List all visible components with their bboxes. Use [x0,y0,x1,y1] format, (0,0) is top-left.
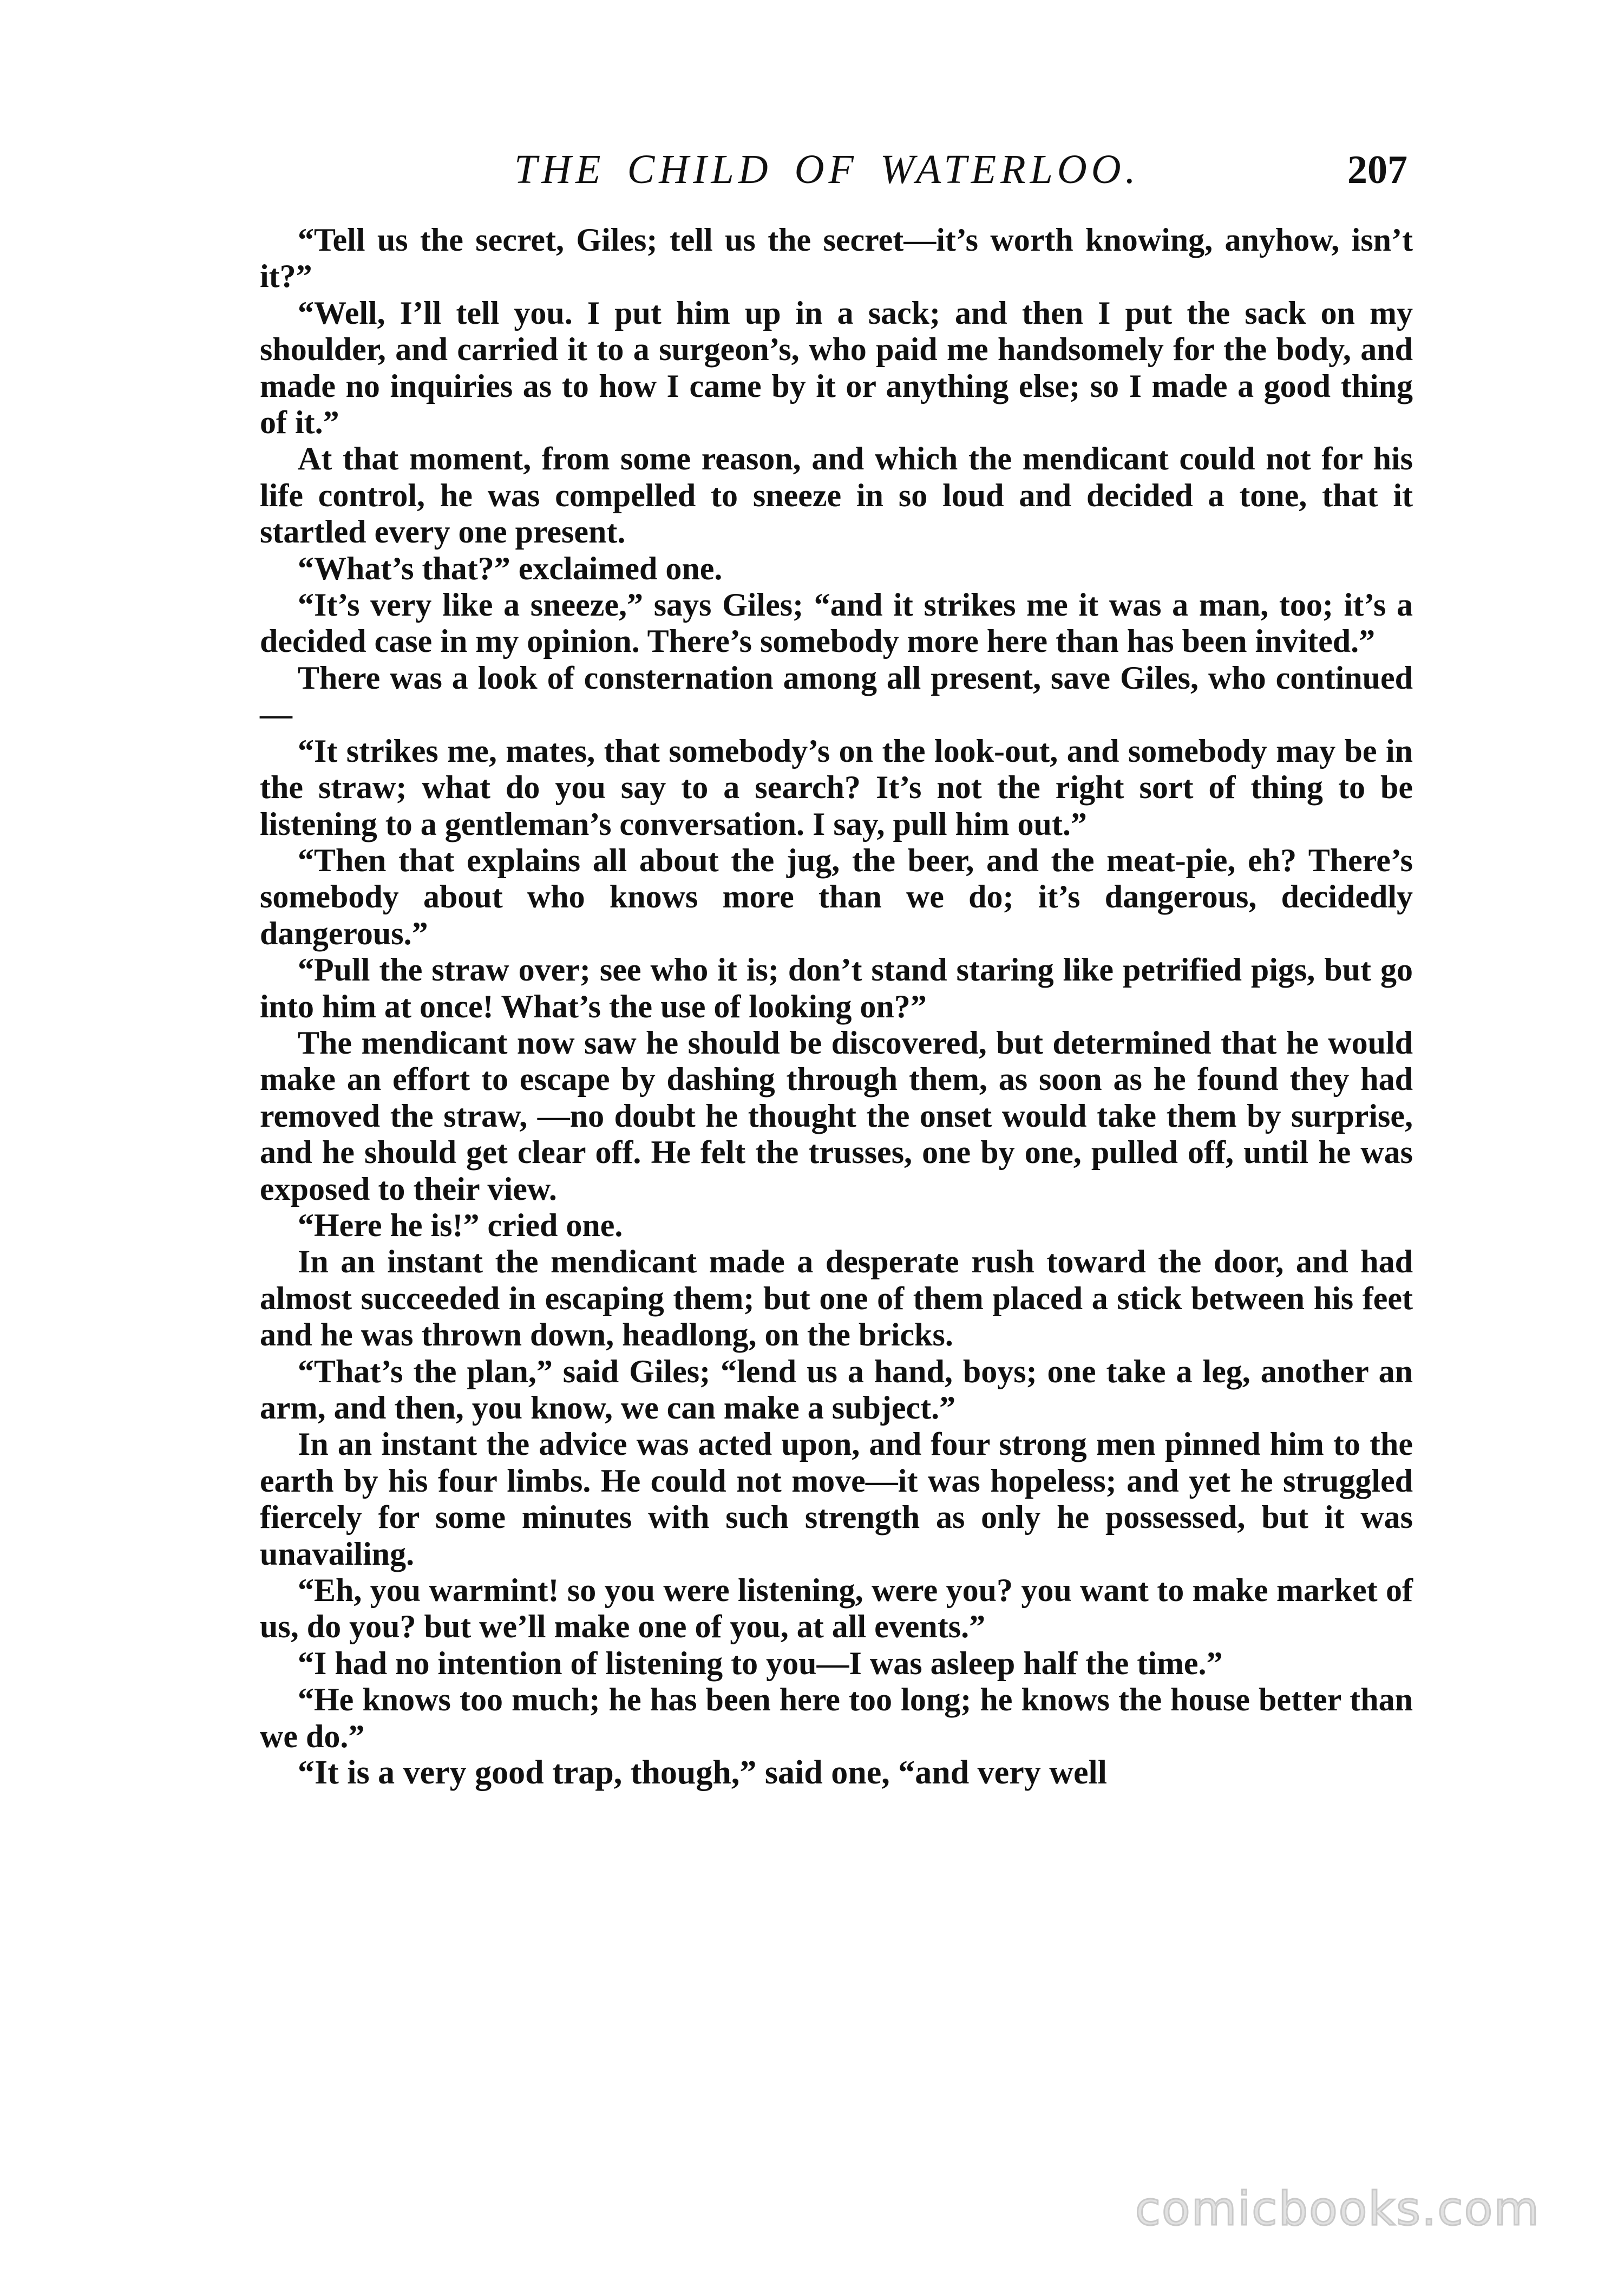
paragraph: There was a look of consternation among all present, save Giles, who continued— [260,659,1413,733]
paragraph: “I had no intention of listening to you—I was asleep half the time.” [298,1645,1223,1681]
paragraph: The mendicant now saw he should be discovered, but determined that he would make an effort to escape by dashing through them, as soon as he found they had removed the straw, —no doubt he thought the onset would take them by surprise, and he should get clear off. He felt the trusses, one by one, pulled off, until he was exposed to their view. [260,1024,1413,1207]
paragraph: “Tell us the secret, Giles; tell us the secret—it’s worth knowing, anyhow, isn’t it?” [260,222,1413,295]
paragraph: “Pull the straw over; see who it is; don’t stand staring like petrified pigs, but go into him at once! What’s the use of looking on?” [260,952,1413,1024]
paragraph: “It’s very like a sneeze,” says Giles; “and it strikes me it was a man, too; it’s a decided case in my opinion. There’s somebody more here than has been invited.” [260,587,1413,659]
paragraph: “Here he is!” cried one. [298,1207,623,1243]
paragraph: “That’s the plan,” said Giles; “lend us a hand, boys; one take a leg, another an arm, and then, you know, we can make a subject.” [260,1353,1413,1426]
paragraph: “It strikes me, mates, that somebody’s on the look-out, and somebody may be in the straw; what do you say to a search? It’s not the right sort of thing to be listening to a gentleman’s conversation. I say, pull him out.” [260,733,1413,842]
paragraph: In an instant the advice was acted upon, and four strong men pinned him to the earth by his four limbs. He could not move—it was hopeless; and yet he struggled fiercely for some minutes with such strength as only he possessed, but it was unavailing. [260,1426,1413,1572]
paragraph: “What’s that?” exclaimed one. [298,550,723,586]
page-number: 207 [1347,148,1407,192]
paragraph: “Eh, you warmint! so you were listening, were you? you want to make market of us, do you? but we’ll make one of you, at all events.” [260,1572,1413,1645]
paragraph: “He knows too much; he has been here too long; he knows the house better than we do.” [260,1682,1413,1754]
running-title: THE CHILD OF WATERLOO. [514,147,1140,192]
body-text [260,222,1413,2182]
page-header [303,146,1407,206]
paragraph: “Well, I’ll tell you. I put him up in a sack; and then I put the sack on my shoulder, and carried it to a surgeon’s, who paid me handsomely for the body, and made no inquiries as to how I came by it or anything else; so I made a good thing of it.” [260,295,1413,441]
watermark: comicbooks.com [1135,2182,1540,2236]
paragraph: In an instant the mendicant made a desperate rush toward the door, and had almost succeeded in escaping them; but one of them placed a stick between his feet and he was thrown down, headlong, on the bricks. [260,1244,1413,1353]
paragraph: At that moment, from some reason, and which the mendicant could not for his life control, he was compelled to sneeze in so loud and decided a tone, that it startled every one present. [260,441,1413,550]
paragraph: “It is a very good trap, though,” said one, “and very well [298,1754,1107,1792]
paragraph: “Then that explains all about the jug, the beer, and the meat-pie, eh? There’s somebody about who knows more than we do; it’s dangerous, decidedly dangerous.” [260,842,1413,951]
